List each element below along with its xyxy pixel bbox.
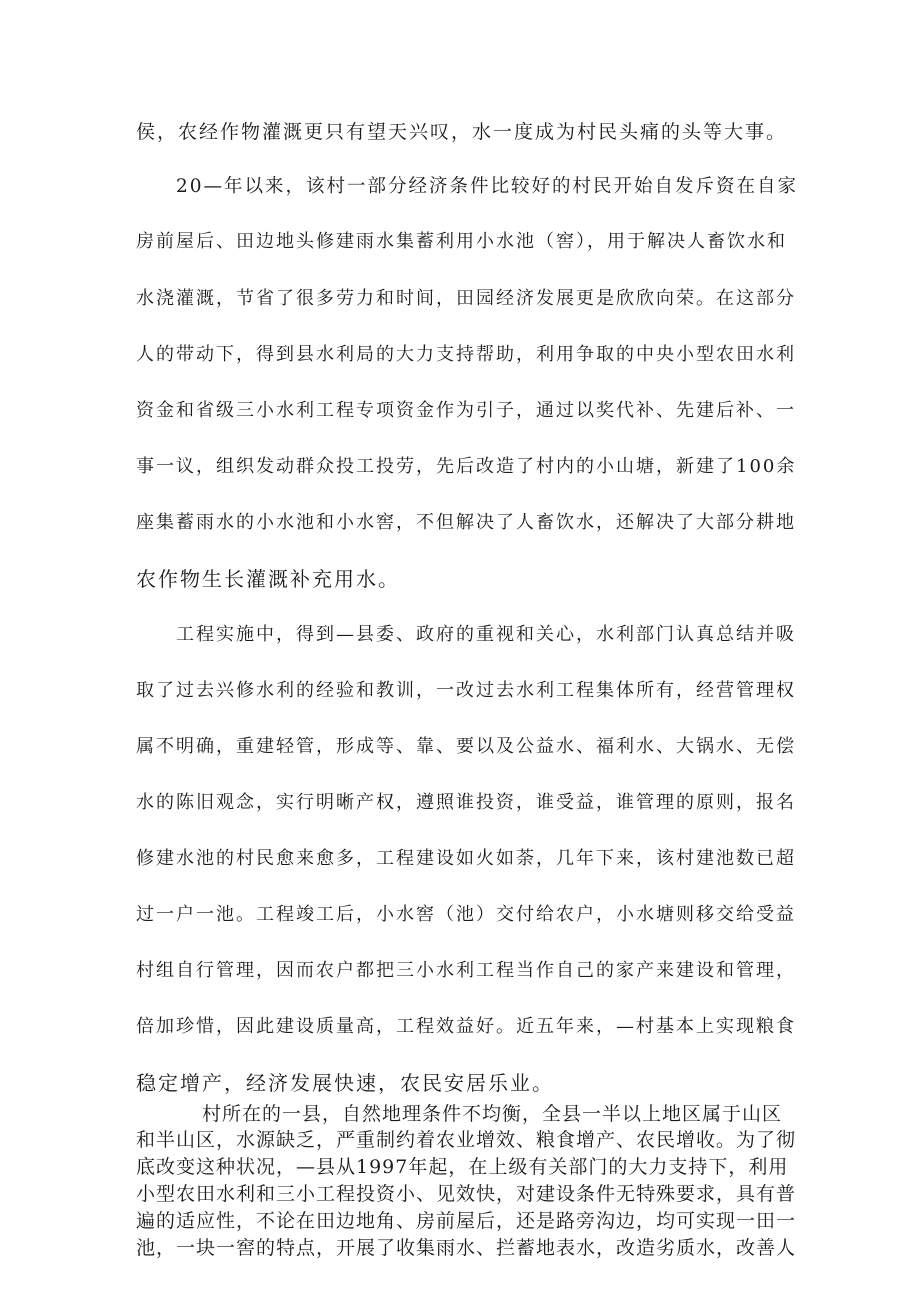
text-line: 房前屋后、田边地头修建雨水集蓄利用小水池（窖），用于解决人畜饮水和 [136, 231, 787, 252]
text-line: 资金和省级三小水利工程专项资金作为引子，通过以奖代补、先建后补、一 [136, 400, 796, 421]
text-line: 工程实施中，得到—县委、政府的重视和关心，水利部门认真总结并吸 [176, 624, 796, 645]
text-line: 遍的适应性，不论在田边地角、房前屋后，还是路旁沟边，均可实现一田一 [136, 1210, 797, 1232]
text-line: 倍加珍惜，因此建设质量高，工程效益好。近五年来，—村基本上实现粮食 [136, 1016, 796, 1037]
text-line: 农作物生长灌溉补充用水。 [136, 567, 400, 591]
text-line: 属不明确，重建轻管，形成等、靠、要以及公益水、福利水、大锅水、无偿 [136, 736, 796, 757]
text-line: 小型农田水利和三小工程投资小、见效快，对建设条件无特殊要求，具有普 [136, 1183, 797, 1205]
text-line: 水浇灌溉，节省了很多劳力和时间，田园经济发展更是欣欣向荣。在这部分 [136, 288, 796, 309]
text-line: 和半山区，水源缺乏，严重制约着农业增效、粮食增产、农民增收。为了彻 [136, 1129, 797, 1151]
text-line: 村所在的一县，自然地理条件不均衡，全县一半以上地区属于山区 [202, 1103, 783, 1125]
text-line: 底改变这种状况，—县从1997年起，在上级有关部门的大力支持下，利用 [136, 1156, 789, 1178]
text-line: 过一户一池。工程竣工后，小水窖（池）交付给农户，小水塘则移交给受益 [136, 904, 796, 925]
text-line: 侯，农经作物灌溉更只有望天兴叹，水一度成为村民头痛的头等大事。 [136, 121, 788, 143]
text-line: 水的陈旧观念，实行明晰产权，遵照谁投资，谁受益，谁管理的原则，报名 [136, 792, 796, 813]
text-line: 稳定增产，经济发展快速，农民安居乐业。 [136, 1071, 554, 1095]
text-line: 20—年以来，该村一部分经济条件比较好的村民开始自发斥资在自家 [176, 176, 799, 197]
text-line: 事一议，组织发动群众投工投劳，先后改造了村内的小山塘，新建了100余 [136, 456, 797, 477]
text-line: 池，一块一窖的特点，开展了收集雨水、拦蓄地表水，改造劣质水，改善人 [136, 1237, 797, 1259]
text-line: 人的带动下，得到县水利局的大力支持帮助，利用争取的中央小型农田水利 [136, 344, 796, 365]
text-line: 取了过去兴修水利的经验和教训，一改过去水利工程集体所有，经营管理权 [136, 680, 796, 701]
text-line: 修建水池的村民愈来愈多，工程建设如火如荼，几年下来，该村建池数已超 [136, 848, 796, 869]
text-line: 村组自行管理，因而农户都把三小水利工程当作自己的家产来建设和管理， [136, 960, 796, 981]
text-line: 座集蓄雨水的小水池和小水窖，不但解决了人畜饮水，还解决了大部分耕地 [136, 512, 796, 533]
